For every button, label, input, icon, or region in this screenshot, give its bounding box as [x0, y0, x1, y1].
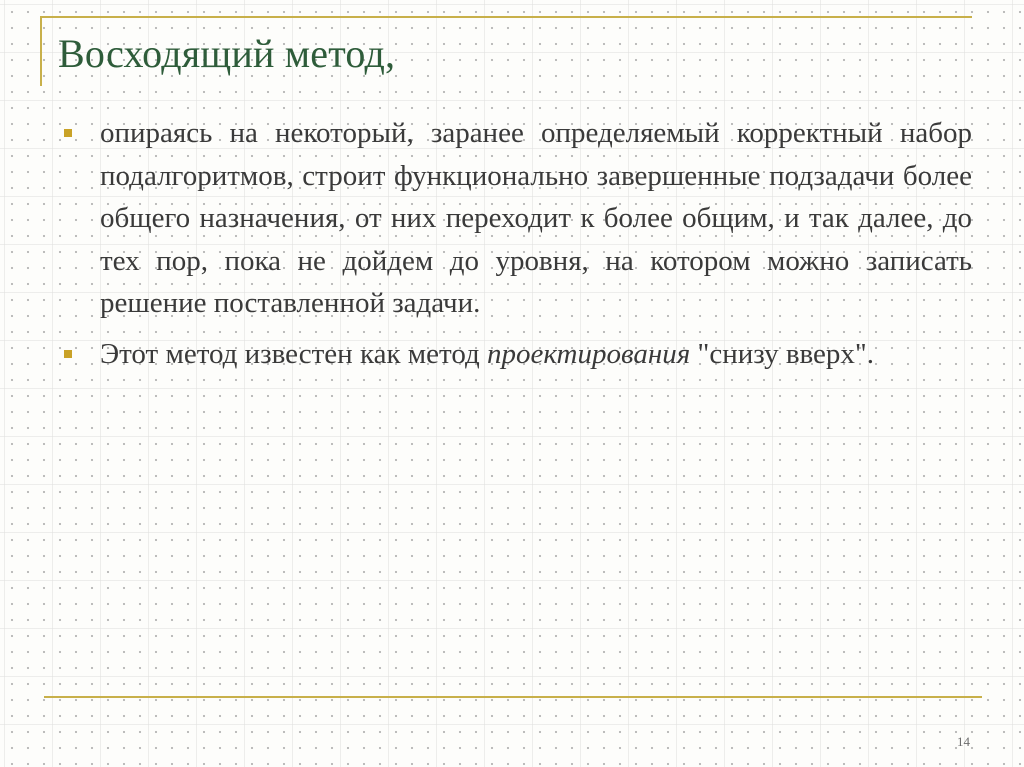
bullet-item-2 [62, 333, 972, 376]
square-bullet-icon [64, 129, 72, 137]
bullet-text-2-start: Этот метод известен как метод [100, 337, 487, 370]
bullet-text-2-italic: проектирования [486, 337, 691, 370]
left-rule-line [40, 16, 42, 86]
bottom-rule-line [44, 696, 982, 698]
top-rule-line [40, 16, 972, 18]
bullet-list [62, 112, 972, 383]
square-bullet-icon [64, 350, 72, 358]
bullet-text-2-end: "снизу вверх". [690, 337, 875, 370]
bullet-item-1 [62, 112, 972, 325]
bullet-text-1: опираясь на некоторый, заранее определяемый корректный набор подалгоритмов, строит функционально завершенные подзадачи более общего назначения, от них переходит к более общим, и так далее, до тех пор, пока не дойдем до уровня, на котором можно записать решение поставленной задачи. [100, 117, 972, 319]
slide-number: 14 [957, 734, 970, 749]
bullet-text-2 [100, 333, 972, 376]
slide-title: Восходящий метод, [58, 31, 396, 76]
